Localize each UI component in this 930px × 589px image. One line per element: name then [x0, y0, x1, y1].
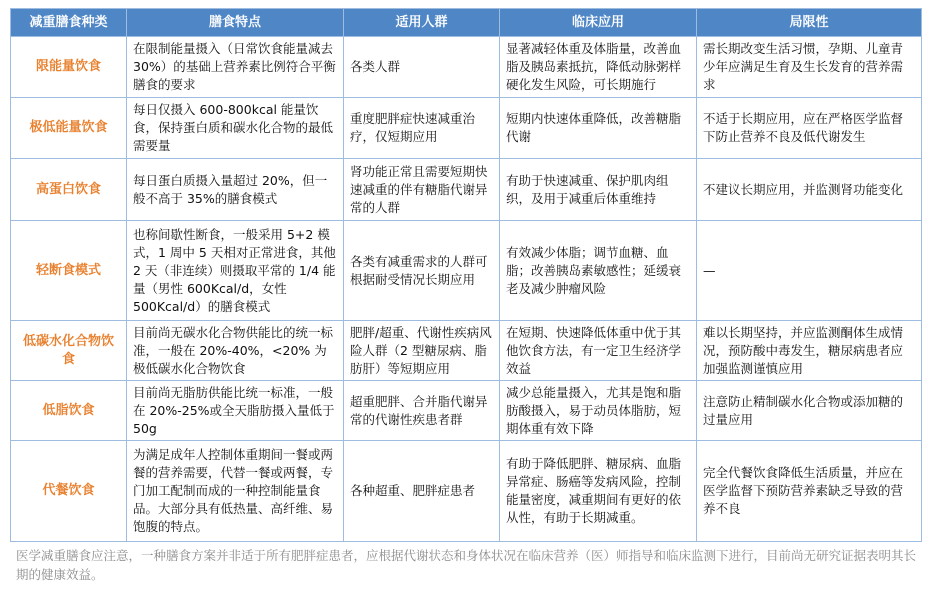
diet-comparison-table	[10, 8, 922, 542]
population-cell: 各类人群	[344, 37, 500, 98]
features-cell: 目前尚无脂肪供能比统一标准，一般在 20%-25%或全天脂肪摄入量低于 50g	[127, 381, 344, 441]
diet-type-cell: 低脂饮食	[11, 381, 127, 441]
table-row	[11, 98, 922, 159]
clinical-cell: 有助于快速减重、保护肌肉组织，及用于减重后体重维持	[500, 159, 697, 221]
population-cell: 肥胖/超重、代谢性疾病风险人群（2 型糖尿病、脂肪肝）等短期应用	[344, 321, 500, 381]
clinical-cell: 在短期、快速降低体重中优于其他饮食方法，有一定卫生经济学效益	[500, 321, 697, 381]
diet-type-cell: 高蛋白饮食	[11, 159, 127, 221]
diet-type-cell: 低碳水化合物饮食	[11, 321, 127, 381]
diet-type-cell: 代餐饮食	[11, 441, 127, 542]
limitation-cell: 难以长期坚持，并应监测酮体生成情况，预防酸中毒发生，糖尿病患者应加强监测谨慎应用	[697, 321, 922, 381]
population-cell: 各类有减重需求的人群可根据耐受情况长期应用	[344, 221, 500, 321]
limitation-cell: 注意防止精制碳水化合物或添加糖的过量应用	[697, 381, 922, 441]
features-cell: 为满足成年人控制体重期间一餐或两餐的营养需要，代替一餐或两餐，专门加工配制而成的一种控制能量食品。大部分具有低热量、高纤维、易饱腹的特点。	[127, 441, 344, 542]
population-cell: 超重肥胖、合并脂代谢异常的代谢性疾患者群	[344, 381, 500, 441]
table-row	[11, 221, 922, 321]
limitation-cell: 完全代餐饮食降低生活质量，并应在医学监督下预防营养素缺乏导致的营养不良	[697, 441, 922, 542]
table-row	[11, 381, 922, 441]
header-limitation: 局限性	[697, 9, 922, 37]
header-diet-type: 减重膳食种类	[11, 9, 127, 37]
features-cell: 目前尚无碳水化合物供能比的统一标准，一般在 20%-40%，<20% 为极低碳水化合物饮食	[127, 321, 344, 381]
features-cell: 每日仅摄入 600-800kcal 能量饮食，保持蛋白质和碳水化合物的最低需要量	[127, 98, 344, 159]
features-cell: 在限制能量摄入（日常饮食能量减去 30%）的基础上营养素比例符合平衡膳食的要求	[127, 37, 344, 98]
header-features: 膳食特点	[127, 9, 344, 37]
diet-type-cell: 轻断食模式	[11, 221, 127, 321]
limitation-cell: 不建议长期应用，并监测肾功能变化	[697, 159, 922, 221]
table-row	[11, 159, 922, 221]
limitation-cell: 不适于长期应用，应在严格医学监督下防止营养不良及低代谢发生	[697, 98, 922, 159]
table-header-row	[11, 9, 922, 37]
features-cell: 也称间歇性断食，一般采用 5+2 模式，1 周中 5 天相对正常进食，其他 2 天（非连续）则摄取平常的 1/4 能量（男性 600Kcal/d，女性 500Kcal/d）的膳食模式	[127, 221, 344, 321]
population-cell: 各种超重、肥胖症患者	[344, 441, 500, 542]
table-row	[11, 37, 922, 98]
header-population: 适用人群	[344, 9, 500, 37]
diet-type-cell: 极低能量饮食	[11, 98, 127, 159]
population-cell: 重度肥胖症快速减重治疗，仅短期应用	[344, 98, 500, 159]
features-cell: 每日蛋白质摄入量超过 20%，但一般不高于 35%的膳食模式	[127, 159, 344, 221]
limitation-cell: —	[697, 221, 922, 321]
diet-table-container	[10, 8, 921, 584]
diet-type-cell: 限能量饮食	[11, 37, 127, 98]
header-clinical: 临床应用	[500, 9, 697, 37]
clinical-cell: 短期内快速体重降低，改善糖脂代谢	[500, 98, 697, 159]
table-row	[11, 321, 922, 381]
clinical-cell: 显著减轻体重及体脂量，改善血脂及胰岛素抵抗，降低动脉粥样硬化发生风险，可长期施行	[500, 37, 697, 98]
limitation-cell: 需长期改变生活习惯，孕期、儿童青少年应满足生育及生长发育的营养需求	[697, 37, 922, 98]
clinical-cell: 有助于降低肥胖、糖尿病、血脂异常症、肠癌等发病风险，控制能量密度，减重期间有更好的依从性，有助于长期减重。	[500, 441, 697, 542]
table-row	[11, 441, 922, 542]
footnote: 医学减重膳食应注意，一种膳食方案并非适于所有肥胖症患者，应根据代谢状态和身体状况在临床营养（医）师指导和临床监测下进行，目前尚无研究证据表明其长期的健康效益。	[16, 548, 917, 582]
clinical-cell: 减少总能量摄入，尤其是饱和脂肪酸摄入，易于动员体脂肪，短期体重有效下降	[500, 381, 697, 441]
clinical-cell: 有效减少体脂；调节血糖、血脂；改善胰岛素敏感性；延缓衰老及减少肿瘤风险	[500, 221, 697, 321]
population-cell: 肾功能正常且需要短期快速减重的伴有糖脂代谢异常的人群	[344, 159, 500, 221]
